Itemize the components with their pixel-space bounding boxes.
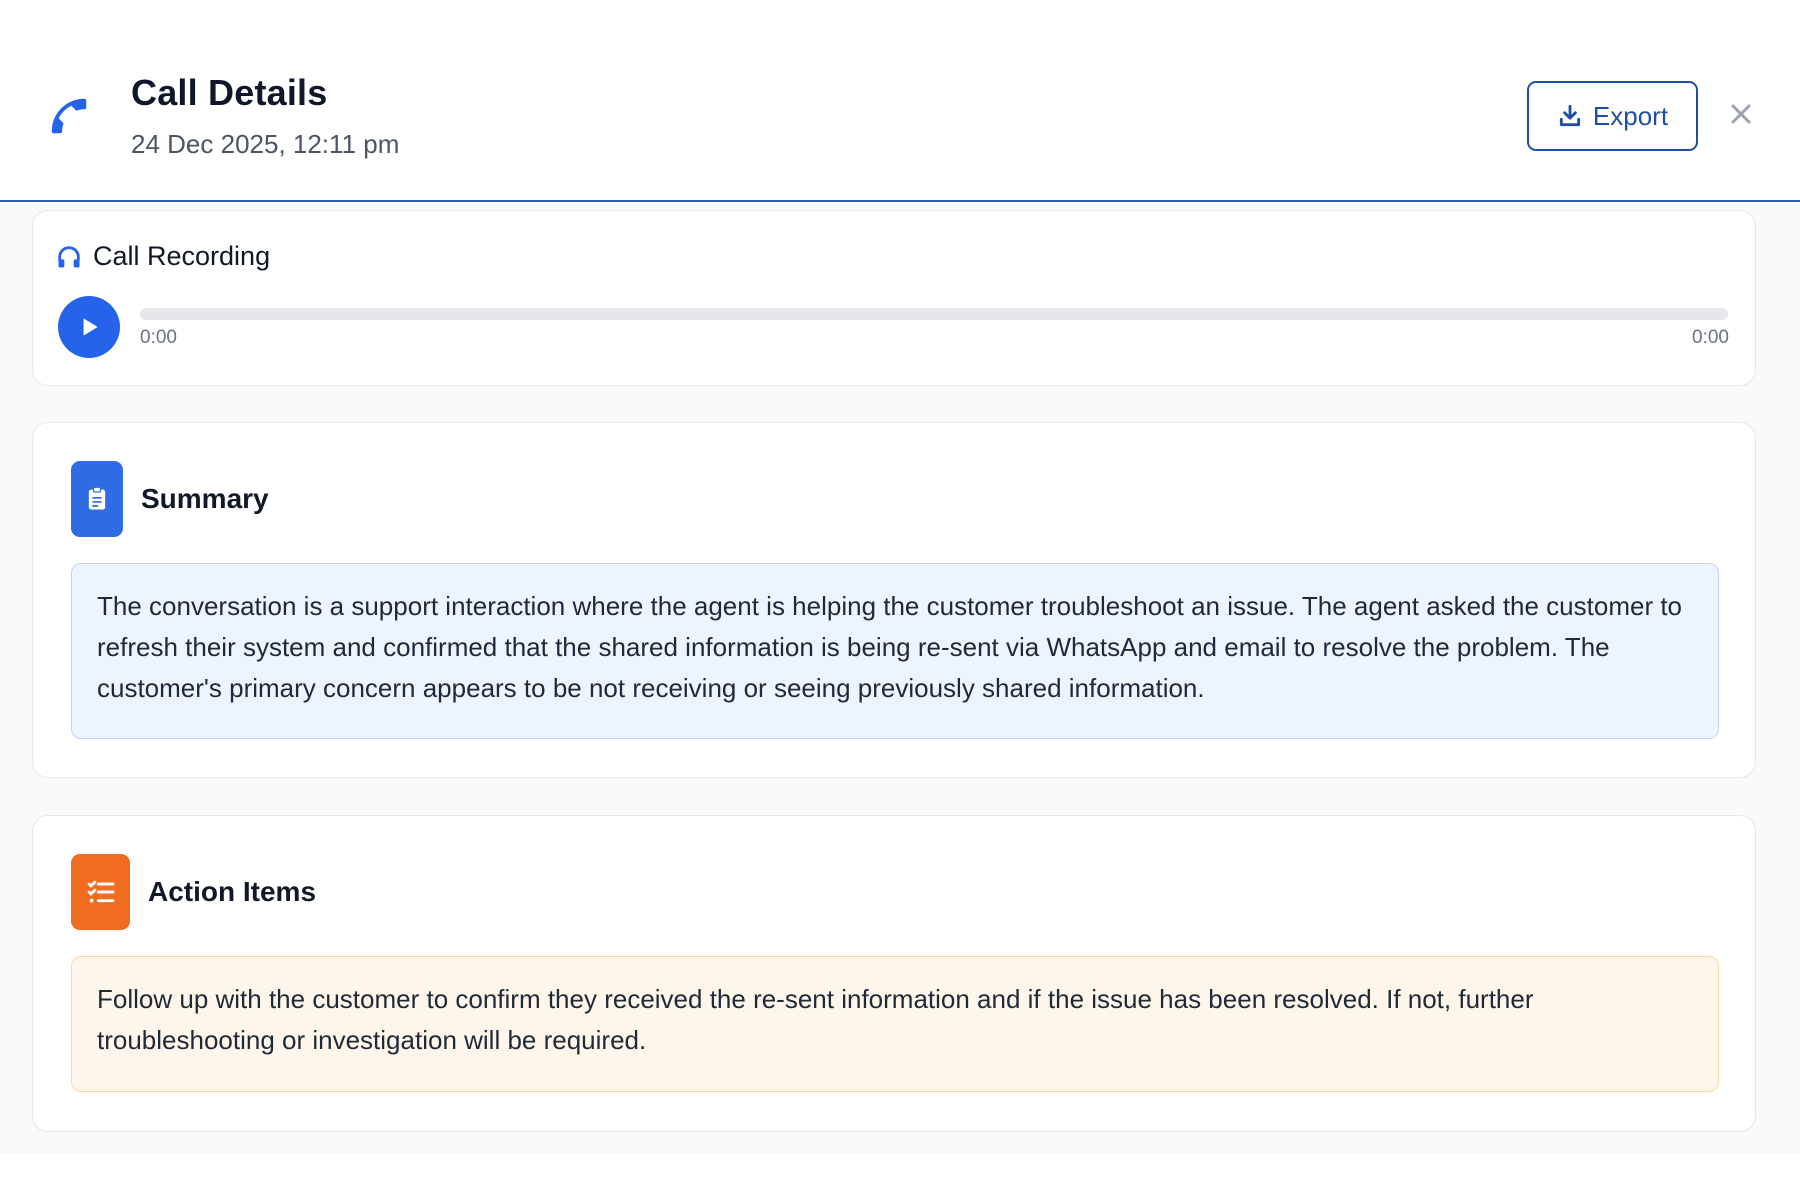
clipboard-icon: [83, 484, 111, 514]
action-items-title: Action Items: [148, 876, 317, 907]
play-button[interactable]: [58, 296, 120, 358]
export-button[interactable]: [1527, 81, 1698, 151]
action-items-text: Follow up with the customer to confirm they received the re-sent information and if the issue has been resolved. If not, further troubleshooting or investigation will be required.: [71, 956, 1719, 1092]
summary-text: The conversation is a support interaction where the agent is helping the customer troubleshoot an issue. The agent asked the customer to refresh their system and confirmed that the shared information is being re-sent via WhatsApp and email to resolve the problem. The customer's primary concern appears to be not receiving or seeing previously shared information.: [71, 563, 1719, 739]
page-title: Call Details: [131, 72, 328, 113]
close-icon: [1729, 102, 1753, 126]
action-items-card: [32, 815, 1756, 1132]
footer-area: [0, 1154, 1800, 1200]
duration: 0:00: [1692, 327, 1729, 348]
audio-progress-track[interactable]: [140, 308, 1728, 320]
call-recording-card: [32, 210, 1756, 386]
headphones-icon: [55, 243, 83, 271]
summary-card: [32, 422, 1756, 778]
call-details-content: [0, 204, 1800, 1154]
call-recording-title: Call Recording: [93, 241, 271, 271]
summary-title: Summary: [141, 483, 269, 514]
export-label: Export: [1592, 100, 1669, 131]
call-details-header: [0, 0, 1800, 202]
checklist-icon: [85, 876, 117, 908]
current-time: 0:00: [140, 327, 177, 348]
summary-icon-badge: [71, 461, 123, 537]
phone-icon: [46, 93, 92, 139]
close-button[interactable]: [1723, 96, 1759, 132]
download-icon: [1557, 103, 1583, 129]
action-items-icon-badge: [71, 854, 130, 930]
call-datetime: 24 Dec 2025, 12:11 pm: [131, 129, 400, 159]
play-icon: [76, 314, 102, 340]
call-recording-header: [55, 241, 270, 272]
